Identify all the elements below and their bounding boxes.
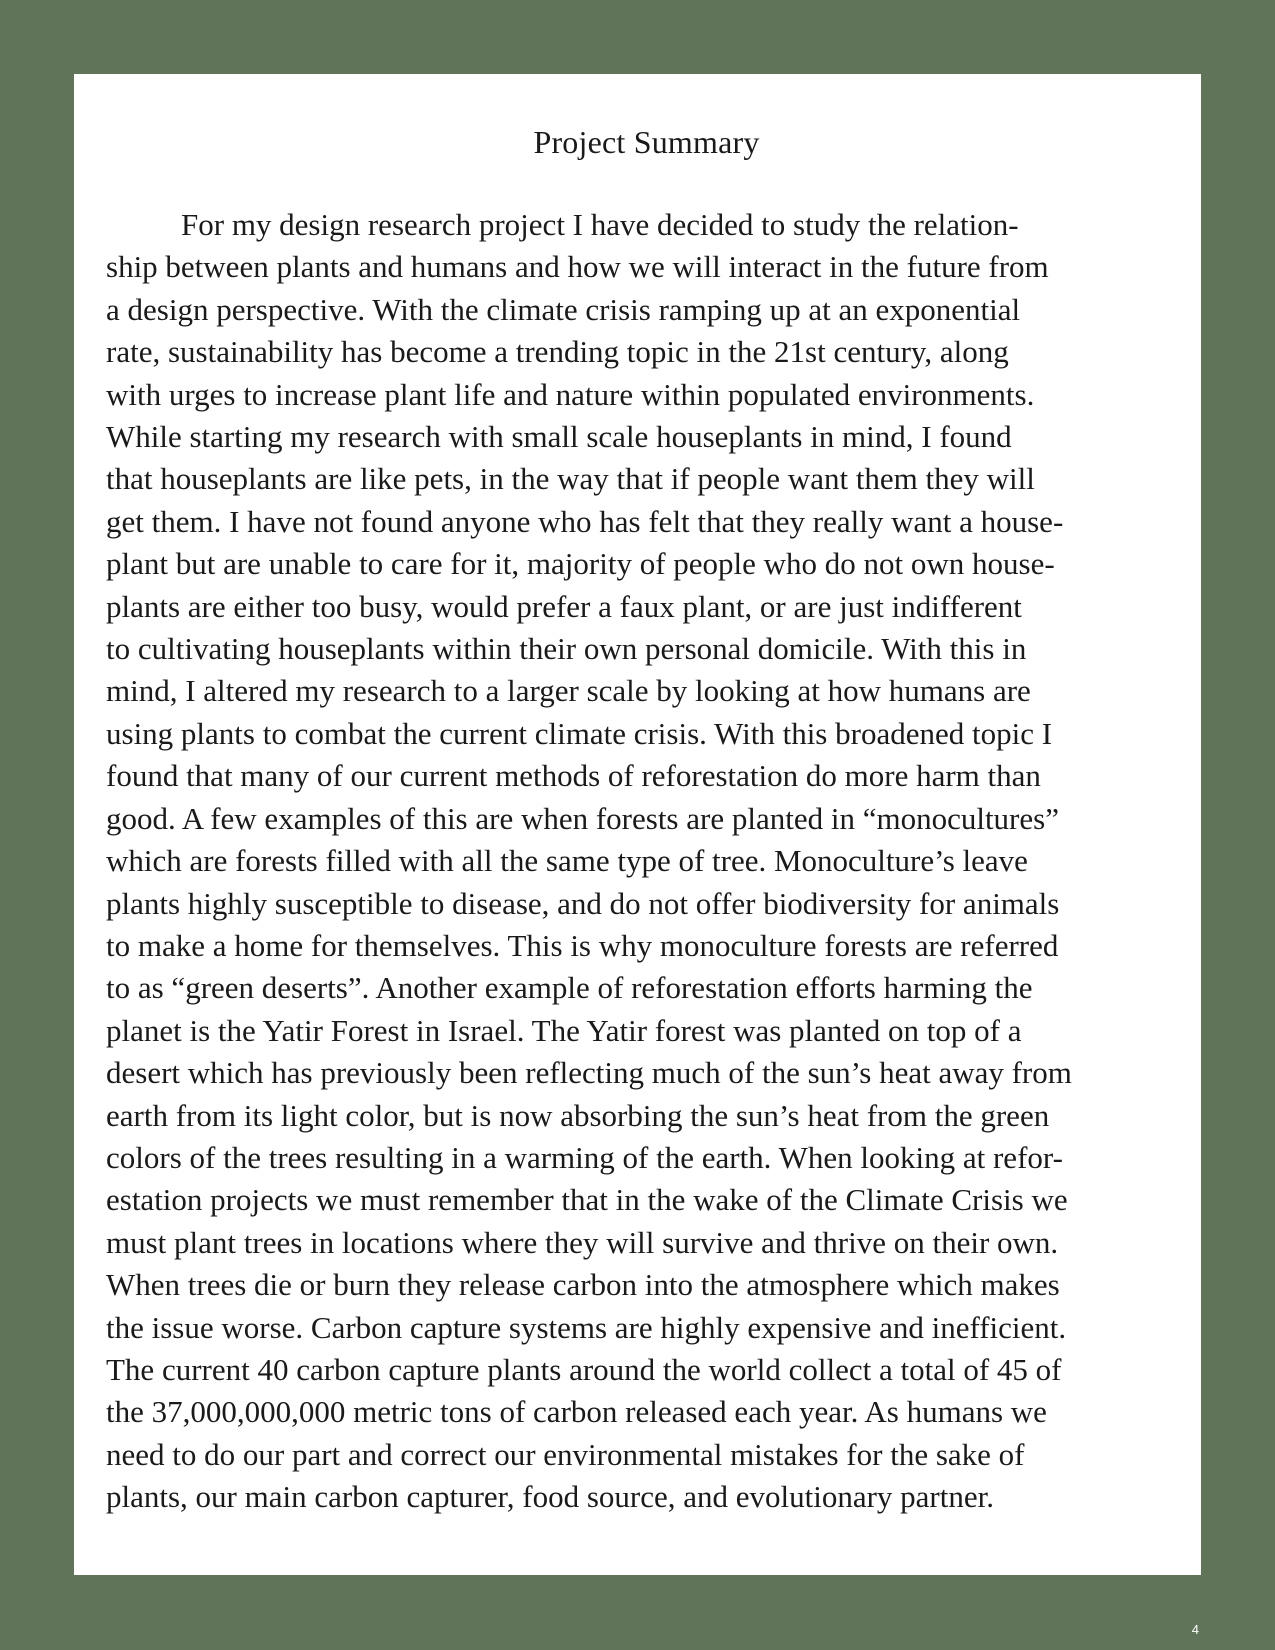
- body-line: mind, I altered my research to a larger scale by looking at how humans are: [106, 673, 1031, 709]
- body-line: plants, our main carbon capturer, food source, and evolutionary partner.: [106, 1479, 994, 1515]
- body-line: For my design research project I have decided to study the relation-: [181, 207, 1019, 242]
- body-line: to make a home for themselves. This is why monoculture forests are referred: [106, 927, 1059, 963]
- body-line: to as “green deserts”. Another example of reforestation efforts harming the: [106, 970, 1033, 1006]
- body-line: colors of the trees resulting in a warming of the earth. When looking at refor-: [106, 1139, 1063, 1175]
- body-line: a design perspective. With the climate crisis ramping up at an exponential: [106, 291, 1021, 327]
- body-line: with urges to increase plant life and nature within populated environments.: [106, 376, 1035, 412]
- body-line: ship between plants and humans and how we will interact in the future from: [106, 249, 1049, 285]
- body-line: earth from its light color, but is now absorbing the sun’s heat from the green: [106, 1097, 1050, 1133]
- body-line: The current 40 carbon capture plants around the world collect a total of 45 of: [106, 1351, 1062, 1387]
- body-line: rate, sustainability has become a trending topic in the 21st century, along: [106, 334, 1009, 370]
- body-line: the issue worse. Carbon capture systems are highly expensive and inefficient.: [106, 1309, 1067, 1345]
- body-line: to cultivating houseplants within their own personal domicile. With this in: [106, 631, 1027, 667]
- body-line: need to do our part and correct our environmental mistakes for the sake of: [106, 1436, 1025, 1472]
- body-line: estation projects we must remember that in the wake of the Climate Crisis we: [106, 1182, 1068, 1218]
- body-line: get them. I have not found anyone who has felt that they really want a house-: [106, 503, 1064, 539]
- summary-body: [106, 204, 1167, 1519]
- body-line: using plants to combat the current climate crisis. With this broadened topic I: [106, 715, 1053, 751]
- body-line: When trees die or burn they release carbon into the atmosphere which makes: [106, 1267, 1060, 1303]
- body-line: desert which has previously been reflecting much of the sun’s heat away from: [106, 1055, 1072, 1091]
- body-line: plant but are unable to care for it, majority of people who do not own house-: [106, 546, 1055, 582]
- body-line: the 37,000,000,000 metric tons of carbon released each year. As humans we: [106, 1394, 1047, 1430]
- body-line: found that many of our current methods of reforestation do more harm than: [106, 758, 1041, 794]
- body-line: planet is the Yatir Forest in Israel. The Yatir forest was planted on top of a: [106, 1012, 1022, 1048]
- body-line: plants are either too busy, would prefer a faux plant, or are just indifferent: [106, 588, 1022, 624]
- body-line: which are forests filled with all the same type of tree. Monoculture’s leave: [106, 843, 1028, 879]
- body-line: good. A few examples of this are when forests are planted in “monocultures”: [106, 800, 1059, 836]
- body-line: that houseplants are like pets, in the way that if people want them they will: [106, 461, 1035, 497]
- body-line: While starting my research with small scale houseplants in mind, I found: [106, 419, 1012, 455]
- body-line: must plant trees in locations where they will survive and thrive on their own.: [106, 1224, 1059, 1260]
- page-title: Project Summary: [533, 124, 760, 160]
- page-panel: [74, 74, 1201, 1575]
- page-number: 4: [1191, 1622, 1199, 1637]
- body-line: plants highly susceptible to disease, and do not offer biodiversity for animals: [106, 885, 1060, 921]
